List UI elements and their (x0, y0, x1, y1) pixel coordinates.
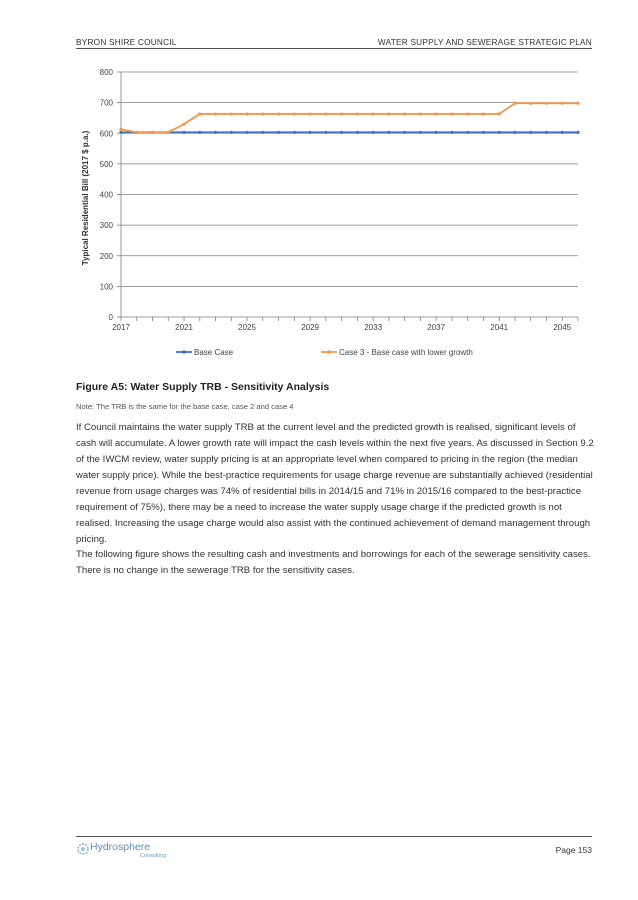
header-divider (76, 48, 592, 49)
data-point (482, 112, 485, 115)
page-header (76, 37, 592, 47)
data-point (545, 131, 548, 134)
data-point (561, 102, 564, 105)
data-point (561, 131, 564, 134)
data-point (498, 131, 501, 134)
header-document-title: WATER SUPPLY AND SEWERAGE STRATEGIC PLAN (377, 37, 592, 47)
data-point (214, 131, 217, 134)
y-tick-label: 0 (108, 313, 113, 322)
data-point (245, 131, 248, 134)
data-point (340, 131, 343, 134)
data-point (293, 112, 296, 115)
y-axis-title: Typical Residential Bill (2017 $ p.a.) (81, 130, 90, 266)
data-point (372, 112, 375, 115)
logo-tagline: Consulting (140, 853, 166, 859)
data-point (182, 131, 185, 134)
y-tick-label: 800 (99, 68, 113, 77)
header-organization: BYRON SHIRE COUNCIL (76, 37, 177, 47)
data-point (135, 131, 138, 134)
data-point (340, 112, 343, 115)
y-tick-label: 400 (99, 190, 113, 200)
legend-marker (182, 350, 186, 354)
trb-line-chart (76, 58, 596, 366)
data-point (277, 131, 280, 134)
legend-label: Base Case (194, 348, 234, 357)
figure-title: Figure A5: Water Supply TRB - Sensitivity Analysis (76, 381, 330, 393)
data-point (403, 112, 406, 115)
data-point (419, 112, 422, 115)
y-tick-label: 600 (99, 129, 113, 139)
footer-divider (76, 836, 592, 837)
x-tick-label: 2041 (490, 323, 509, 332)
data-point (482, 131, 485, 134)
data-point (435, 131, 438, 134)
data-point (435, 112, 438, 115)
data-point (182, 122, 185, 125)
y-tick-label: 100 (99, 282, 113, 292)
hydrosphere-logo-icon (76, 842, 90, 856)
data-point (119, 131, 122, 134)
y-tick-label: 200 (99, 251, 113, 261)
x-tick-label: 2029 (301, 323, 320, 332)
data-point (576, 131, 579, 134)
figure-note: Note: The TRB is the same for the base case, case 2 and case 4 (76, 402, 294, 411)
body-paragraph-2: The following figure shows the resulting cash and investments and borrowings for each of the sewerage sensitivity cases. There is no change in the sewerage TRB for the sensitivity cases. (76, 549, 591, 576)
data-point (230, 112, 233, 115)
data-point (372, 131, 375, 134)
data-point (387, 131, 390, 134)
x-tick-label: 2033 (364, 323, 383, 332)
data-point (466, 112, 469, 115)
data-point (309, 131, 312, 134)
data-point (151, 131, 154, 134)
x-tick-label: 2045 (553, 323, 572, 332)
data-point (261, 112, 264, 115)
data-point (167, 131, 170, 134)
data-point (198, 112, 201, 115)
body-paragraph-1: If Council maintains the water supply TRB at the current level and the predicted growth is realised, significant levels of cash will accumulate. A lower growth rate will impact the cash levels within the next five years. As discussed in Section 9.2 of the IWCM review, water supply pricing is at an appropriate level when compared to pricing in the region (the median water supply price). While the best-practice requirements for usage charge revenue are substantially achieved (residential revenue from usage charges was 74% of residential bills in 2014/15 and 71% in 2015/16 compared to the best-practice requirement of 75%), there may be a need to increase the water supply usage charge if the predicted growth is not realised. Increasing the usage charge would also assist with the continued achievement of demand management through pricing. (76, 422, 594, 545)
data-point (309, 112, 312, 115)
data-point (119, 128, 122, 131)
data-point (450, 131, 453, 134)
data-point (387, 112, 390, 115)
y-tick-label: 700 (99, 98, 113, 108)
x-tick-label: 2017 (112, 323, 130, 332)
data-point (403, 131, 406, 134)
x-tick-label: 2025 (238, 323, 256, 332)
y-tick-label: 300 (99, 221, 113, 231)
data-point (529, 102, 532, 105)
data-point (214, 112, 217, 115)
data-point (545, 102, 548, 105)
y-tick-label: 500 (99, 159, 113, 169)
logo-name: Hydrosphere (90, 841, 151, 853)
page-number: Page 153 (555, 845, 592, 855)
data-point (419, 131, 422, 134)
data-point (529, 131, 532, 134)
x-tick-label: 2021 (175, 323, 193, 332)
data-point (324, 131, 327, 134)
data-point (356, 112, 359, 115)
data-point (513, 102, 516, 105)
legend-marker (327, 350, 331, 354)
legend-label: Case 3 - Base case with lower growth (339, 348, 473, 357)
data-point (513, 131, 516, 134)
x-tick-label: 2037 (427, 323, 446, 332)
hydrosphere-logo (76, 841, 186, 861)
series-line (121, 103, 578, 132)
data-point (293, 131, 296, 134)
data-point (277, 112, 280, 115)
data-point (450, 112, 453, 115)
data-point (466, 131, 469, 134)
data-point (324, 112, 327, 115)
data-point (245, 112, 248, 115)
data-point (230, 131, 233, 134)
data-point (198, 131, 201, 134)
data-point (498, 112, 501, 115)
data-point (356, 131, 359, 134)
data-point (576, 102, 579, 105)
data-point (261, 131, 264, 134)
